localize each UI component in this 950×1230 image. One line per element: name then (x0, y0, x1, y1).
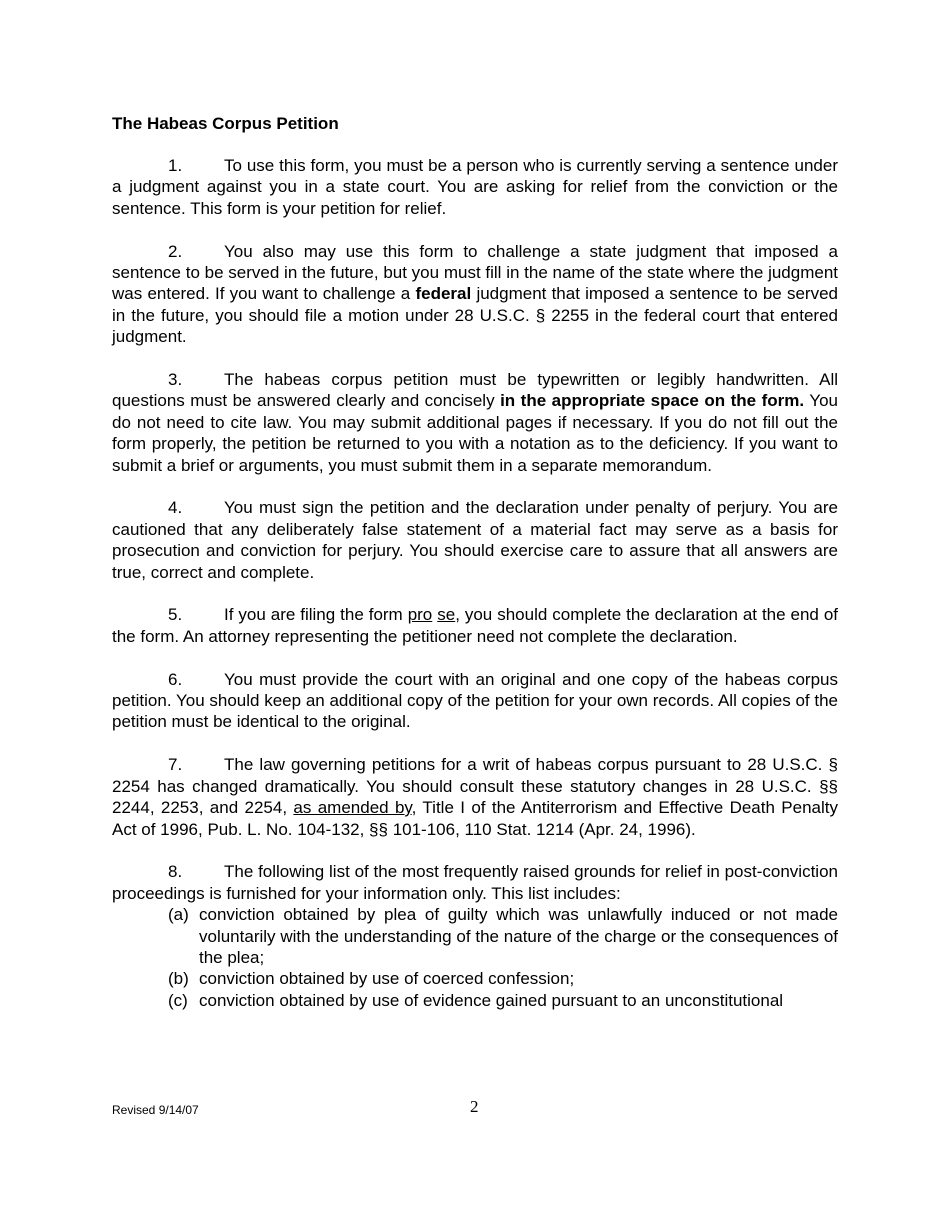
paragraph-6 (112, 669, 838, 733)
paragraph-text: You do not need to cite law. You may submit additional pages if necessary. If you do not fill out the form properly, the petition be returned to you with a notation as to the deficiency. If you want to submit a brief or arguments, you must submit them in a separate memorandum. (112, 391, 838, 475)
paragraph-text: You also may use this form to challenge a state judgment that imposed a sentence to be served in the future, but you must fill in the name of the state where the judgment was entered. If you want to challenge a (112, 241, 838, 304)
ground-label: (a) (168, 905, 189, 925)
ground-label: (c) (168, 990, 188, 1010)
paragraph-1 (112, 155, 838, 219)
paragraph-text: , you should complete the declaration at the end of the form. An attorney representing the petitioner need not complete the declaration. (112, 605, 839, 646)
paragraph-text: You must provide the court with an original and one copy of the habeas corpus petition. You should keep an additional copy of the petition for your own records. All copies of the petition must be identical to the original. (112, 669, 838, 732)
ground-text: conviction obtained by plea of guilty which was unlawfully induced or not made voluntarily with the understanding of the nature of the charge or the consequences of the plea; (199, 905, 838, 967)
bold-emphasis: in the appropriate space on the form. (500, 391, 805, 411)
paragraph-text: , Title I of the Antiterrorism and Effective Death Penalty Act of 1996, Pub. L. No. 104-132, §§ 101-106, 110 Stat. 1214 (Apr. 24, 1996). (112, 798, 838, 839)
paragraph-number: 3. (168, 370, 183, 390)
ground-item-b (168, 968, 838, 989)
paragraph-number: 1. (168, 156, 183, 175)
revision-date: Revised 9/14/07 (112, 1103, 199, 1117)
paragraph-4 (112, 497, 838, 583)
ground-label: (b) (168, 969, 189, 989)
page-title: The Habeas Corpus Petition (112, 114, 339, 133)
ground-text: conviction obtained by use of coerced confession; (199, 969, 575, 989)
ground-text: conviction obtained by use of evidence gained pursuant to an unconstitutional (199, 990, 784, 1010)
paragraph-number: 5. (168, 605, 183, 625)
paragraph-number: 7. (168, 755, 183, 775)
paragraph-text: The law governing petitions for a writ of habeas corpus pursuant to 28 U.S.C. § 2254 has changed dramatically. You should consult these statutory changes in 28 U.S.C. §§ 2244, 2253, and 2254, (112, 755, 838, 818)
paragraph-8 (112, 861, 838, 904)
page-number: 2 (470, 1097, 479, 1116)
instructions-body (112, 155, 838, 1011)
paragraph-number: 8. (168, 862, 183, 882)
paragraph-5 (112, 604, 838, 647)
paragraph-text: To use this form, you must be a person who is currently serving a sentence under a judgment against you in a state court. You are asking for relief from the conviction or the sentence. This form is your petition for relief. (112, 156, 838, 218)
underlined-term: se (437, 605, 456, 625)
paragraph-7 (112, 754, 838, 840)
paragraph-text: You must sign the petition and the declaration under penalty of perjury. You are cautioned that any deliberately false statement of a material fact may serve as a basis for prosecution and conviction for perjury. You should exercise care to assure that all answers are true, correct and complete. (112, 498, 838, 582)
paragraph-text: judgment that imposed a sentence to be served in the future, you should file a motion under 28 U.S.C. § 2255 in the federal court that entered judgment. (112, 284, 838, 347)
paragraph-text: If you are filing the form (224, 605, 403, 625)
underlined-term: as amended by (293, 798, 412, 818)
paragraph-number: 4. (168, 498, 183, 518)
paragraph-text: The habeas corpus petition must be typewritten or legibly handwritten. All questions must be answered clearly and concisely (112, 370, 838, 411)
paragraph-number: 2. (168, 241, 183, 261)
paragraph-text: The following list of the most frequently raised grounds for relief in post-conviction proceedings is furnished for your information only. This list includes: (112, 862, 838, 903)
ground-item-c (168, 990, 838, 1011)
paragraph-2 (112, 241, 838, 348)
paragraph-number: 6. (168, 669, 183, 689)
paragraph-3 (112, 369, 838, 476)
underlined-term: pro (407, 605, 433, 625)
bold-emphasis: federal (415, 284, 472, 304)
ground-item-a (168, 904, 838, 968)
